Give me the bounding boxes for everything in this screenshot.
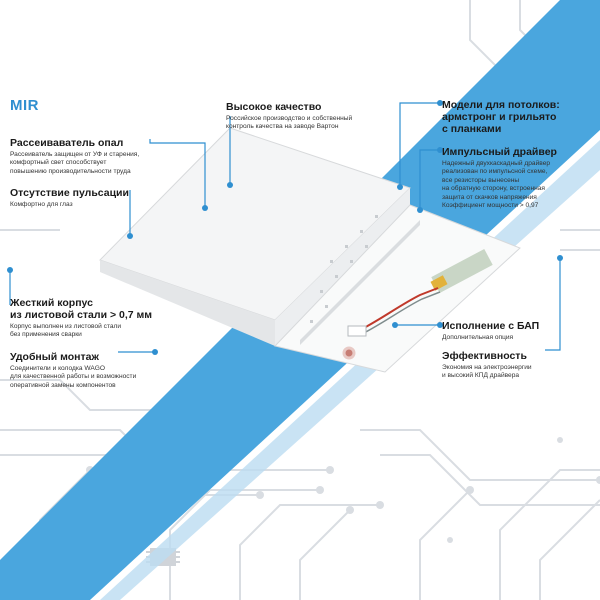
feature-title: Удобный монтаж (10, 351, 99, 363)
feature-easy-mount (10, 351, 190, 390)
feature-title: Импульсный драйвер (442, 146, 557, 158)
feature-description: Соединители и колодка WAGO для качественной работы и возможности оперативной замены компонентов (10, 365, 137, 389)
feature-ceiling-models (442, 99, 592, 135)
feature-title: Высокое качество (226, 101, 322, 113)
feature-description: Экономия на электроэнергии и высокий КПД драйвера (442, 364, 532, 380)
feature-title: Отсутствие пульсации (10, 187, 129, 199)
feature-quality (226, 101, 376, 132)
feature-diffuser (10, 137, 200, 176)
feature-description: Дополнительная опция (442, 334, 514, 341)
feature-title: Исполнение с БАП (442, 320, 540, 332)
feature-title: Жесткий корпус из листовой стали > 0,7 мм (10, 297, 153, 321)
feature-title: Эффективность (442, 350, 527, 362)
feature-title: Рассеиваватель опал (10, 137, 124, 149)
feature-description: Надежный двухкаскадный драйвер реализован по импульсной схеме, все резисторы вынесены на обратную сторону, встроенная защита от скачков напряжения Коэффициент мощности > 0,97 (442, 160, 551, 210)
feature-description: Комфортно для глаз (10, 201, 73, 208)
feature-driver (442, 146, 592, 210)
feature-efficiency (442, 350, 592, 381)
indicator-light (344, 348, 354, 358)
feature-description: Рассеиватель защищен от УФ и старения, комфортный свет способствует повышению производительности труда (10, 151, 140, 175)
brand-name: MIR (10, 97, 39, 114)
feature-title: Модели для потолков: армстронг и грильято с планками (442, 99, 560, 135)
feature-steel-body (10, 297, 190, 340)
feature-description: Российское производство и собственный контроль качества на заводе Вартон (226, 115, 353, 131)
feature-description: Корпус выполнен из листовой стали без применения сварки (10, 323, 122, 339)
feature-emergency (442, 320, 592, 342)
wago-connector (348, 326, 366, 336)
feature-no-flicker (10, 187, 190, 209)
